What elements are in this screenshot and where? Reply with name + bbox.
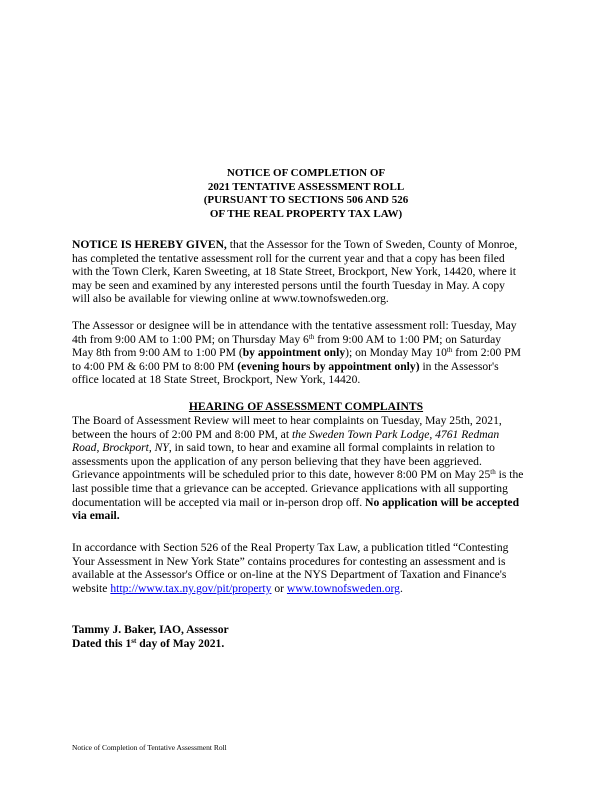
text-line: has completed the tentative assessment roll for the current year and that a copy has been filed bbox=[72, 251, 505, 265]
text: from 9:00 AM to 1:00 PM; on Saturday bbox=[314, 332, 502, 346]
text-line: assessments upon the application of any person believing that they have been aggrieved. bbox=[72, 454, 482, 468]
date-line bbox=[72, 637, 229, 651]
tax-department-link[interactable]: http://www.tax.ny.gov/pit/property bbox=[110, 581, 272, 595]
bold-text-line: via email. bbox=[72, 509, 120, 523]
bold-text: (evening hours by appointment only) bbox=[237, 359, 420, 373]
superscript: th bbox=[446, 346, 453, 355]
superscript: th bbox=[490, 468, 496, 477]
text: in the Assessor's bbox=[419, 359, 499, 373]
text-line: last possible time that a grievance can be accepted. Grievance applications with all supporting bbox=[72, 481, 508, 495]
text-line: In accordance with Section 526 of the Real Property Tax Law, a publication titled “Contesting bbox=[72, 541, 509, 554]
text: to 4:00 PM & 6:00 PM to 8:00 PM bbox=[72, 359, 238, 373]
title-line: OF THE REAL PROPERTY TAX LAW) bbox=[209, 207, 403, 220]
italic-text: the Sweden Town Park Lodge, 4761 Redman bbox=[291, 427, 500, 441]
text-line: The Board of Assessment Review will meet to hear complaints on Tuesday, May 25th, 2021, bbox=[72, 414, 502, 427]
text-line: with the Town Clerk, Karen Sweeting, at 18 State Street, Brockport, New York, 14420, where it bbox=[72, 265, 516, 279]
text: or bbox=[271, 581, 287, 595]
text-line: Your Assessment in New York State” contains procedures for contesting an assessment and is bbox=[72, 554, 506, 568]
hearing-paragraph bbox=[72, 414, 544, 523]
text: Grievance appointments will be scheduled prior to this date, however 8:00 PM on May 25 bbox=[72, 468, 491, 482]
text: documentation will be accepted via mail or in-person drop off. bbox=[72, 495, 366, 509]
contesting-paragraph bbox=[72, 541, 544, 595]
text: ); on Monday May 10 bbox=[345, 346, 447, 360]
title-line: 2021 TENTATIVE ASSESSMENT ROLL bbox=[207, 180, 405, 193]
bold-text: No application will be accepted bbox=[365, 495, 520, 509]
text: . bbox=[399, 581, 403, 595]
attendance-paragraph bbox=[72, 319, 544, 387]
title-line: NOTICE OF COMPLETION OF bbox=[226, 167, 386, 179]
text-line: may be seen and examined by any interested persons until the fourth Tuesday in May. A copy bbox=[72, 278, 505, 292]
text: from 2:00 PM bbox=[452, 346, 521, 360]
text-line: will also be available for viewing online at www.townofsweden.org. bbox=[72, 292, 389, 306]
bold-text: by appointment only bbox=[242, 346, 346, 360]
text: is the bbox=[495, 468, 524, 482]
town-website-link[interactable]: www.townofsweden.org bbox=[286, 581, 400, 595]
superscript: th bbox=[308, 332, 315, 341]
text: Dated this 1 bbox=[72, 637, 132, 650]
notice-lead: NOTICE IS HEREBY GIVEN, bbox=[72, 238, 227, 251]
notice-title bbox=[72, 167, 540, 221]
text: website bbox=[72, 581, 111, 595]
signature-block bbox=[72, 623, 229, 651]
text: , in said town, to hear and examine all formal complaints in relation to bbox=[168, 441, 495, 455]
title-line: (PURSUANT TO SECTIONS 506 AND 526 bbox=[203, 194, 409, 206]
text-line: The Assessor or designee will be in attendance with the tentative assessment roll: Tuesday, May bbox=[72, 319, 517, 332]
assessor-name: Tammy J. Baker, IAO, Assessor bbox=[72, 623, 229, 636]
section-heading: HEARING OF ASSESSMENT COMPLAINTS bbox=[188, 400, 424, 413]
text-line: available at the Assessor's Office or on-line at the NYS Department of Taxation and Finance's bbox=[72, 568, 507, 582]
text-line: office located at 18 State Street, Brockport, New York, 14420. bbox=[72, 373, 361, 387]
italic-text: Road, Brockport, NY bbox=[72, 441, 169, 455]
text: between the hours of 2:00 PM and 8:00 PM, at bbox=[72, 427, 292, 441]
text: 4th from 9:00 AM to 1:00 PM; on Thursday May 6 bbox=[72, 332, 309, 346]
text: May 8th from 9:00 AM to 1:00 PM ( bbox=[72, 346, 243, 360]
text: that the Assessor for the Town of Sweden, County of Monroe, bbox=[226, 238, 518, 251]
page-footer: Notice of Completion of Tentative Assessment Roll bbox=[72, 743, 227, 752]
notice-paragraph bbox=[72, 238, 544, 306]
superscript: st bbox=[131, 637, 137, 645]
text: day of May 2021. bbox=[136, 637, 225, 650]
